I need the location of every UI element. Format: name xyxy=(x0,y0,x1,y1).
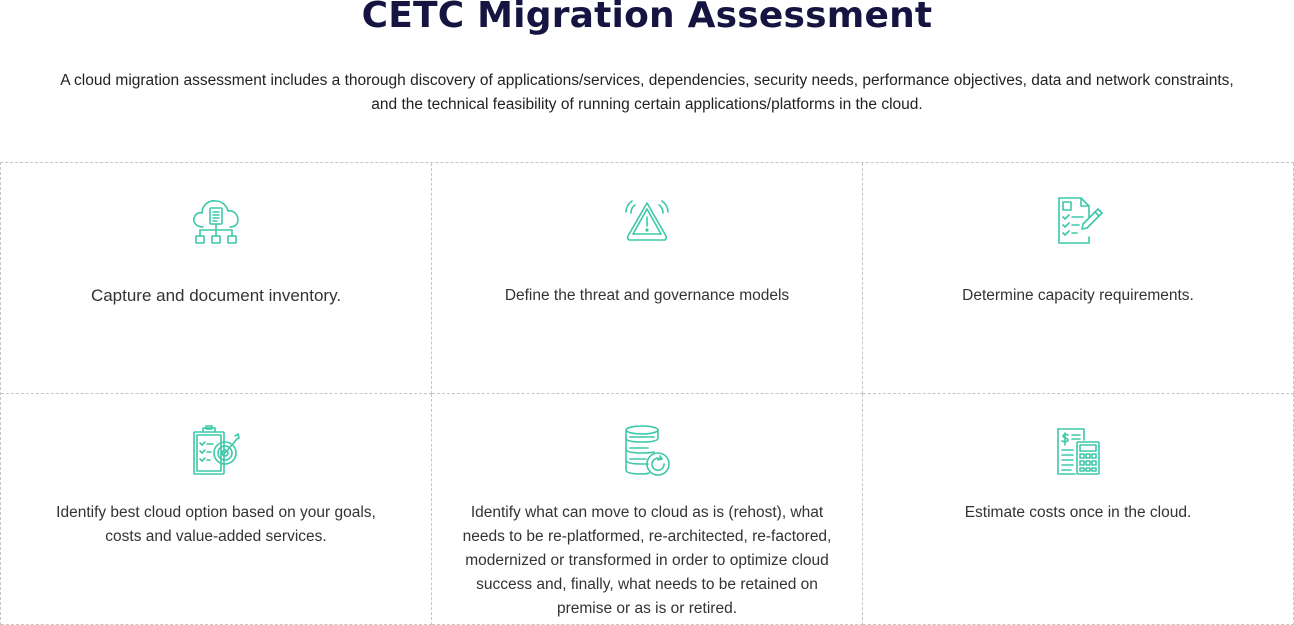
assessment-card-text: Estimate costs once in the cloud. xyxy=(964,504,1192,521)
assessment-grid xyxy=(0,162,1294,625)
intro-paragraph: A cloud migration assessment includes a thorough discovery of applications/services, dependencies, security needs, performance objectives, data and network constraints, and the technical feasibility of running certain applications/platforms in the cloud. xyxy=(60,72,1234,113)
assessment-card-migration-strategy xyxy=(432,394,863,625)
checklist-pencil-icon xyxy=(1051,193,1105,247)
assessment-card-text: Capture and document inventory. xyxy=(90,286,342,305)
assessment-card-inventory xyxy=(1,163,432,394)
warning-alarm-icon xyxy=(620,193,674,247)
assessment-card-capacity xyxy=(863,163,1294,394)
assessment-card-text: Define the threat and governance models xyxy=(504,287,790,304)
clipboard-target-icon xyxy=(189,424,243,478)
database-refresh-icon xyxy=(620,424,674,478)
page-title: CETC Migration Assessment xyxy=(361,0,933,36)
assessment-card-text: Determine capacity requirements. xyxy=(962,287,1194,304)
assessment-card-text: Identify best cloud option based on your goals, costs and value-added services. xyxy=(56,504,376,545)
assessment-card-cloud-option xyxy=(1,394,432,625)
assessment-card-text: Identify what can move to cloud as is (rehost), what needs to be re-platformed, re-architected, re-factored, modernized or transformed in order to optimize cloud success and, finally, what needs to be retained on premise or as is or retired. xyxy=(462,504,832,617)
cloud-network-document-icon xyxy=(189,193,243,247)
assessment-card-threat xyxy=(432,163,863,394)
assessment-card-costs xyxy=(863,394,1294,625)
invoice-calculator-icon xyxy=(1051,424,1105,478)
